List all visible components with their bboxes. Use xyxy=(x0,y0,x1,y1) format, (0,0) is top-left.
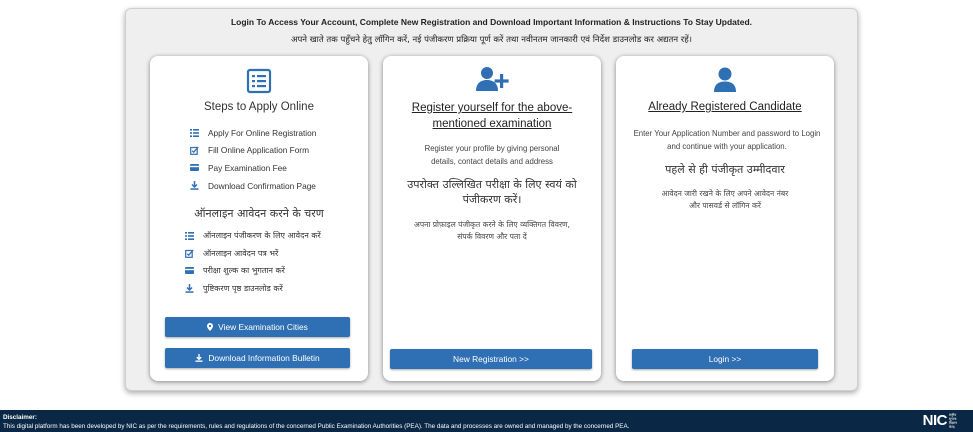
step-item xyxy=(190,177,316,195)
login-label: Login >> xyxy=(708,354,742,364)
step-label: परीक्षा शुल्क का भुगतान करें xyxy=(203,266,285,276)
footer xyxy=(0,410,973,432)
view-exam-cities-button[interactable] xyxy=(165,317,350,337)
user-plus-icon xyxy=(475,66,509,92)
register-title[interactable] xyxy=(383,101,601,132)
step-label: ऑनलाइन पंजीकरण के लिए आवेदन करें xyxy=(203,231,321,241)
download-bulletin-button[interactable] xyxy=(165,348,350,368)
edit-check-icon xyxy=(185,249,194,258)
edit-check-icon xyxy=(190,146,199,155)
login-title[interactable]: Already Registered Candidate xyxy=(648,101,802,113)
register-card xyxy=(383,56,601,381)
steps-title: Steps to Apply Online xyxy=(204,101,314,113)
register-desc-hindi: अपना प्रोफ़ाइल पंजीकृत करने के लिए व्यक्तिगत विवरण, संपर्क विवरण और पता दें xyxy=(414,220,570,241)
register-title-line2: mentioned examination xyxy=(432,117,552,130)
map-marker-icon xyxy=(207,323,213,331)
main-panel xyxy=(125,8,858,391)
header-english: Login To Access Your Account, Complete New Registration and Download Important Information & Instructions To Stay Updated. xyxy=(230,17,753,27)
disclaimer-label: Disclaimer: xyxy=(3,414,37,421)
register-title-hindi: उपरोक्त उल्लिखित परीक्षा के लिए स्वयं को पंजीकरण करें। xyxy=(407,178,577,206)
steps-title-hindi: ऑनलाइन आवेदन करने के चरण xyxy=(194,207,324,220)
user-icon xyxy=(714,67,736,93)
nic-logo-subtext: राष्ट्रीय सूचना विज्ञान केन्द्र xyxy=(949,412,957,429)
register-desc: Register your profile by giving personal details, contact details and address xyxy=(424,144,560,166)
nic-logo xyxy=(923,412,963,429)
step-item xyxy=(185,227,321,245)
disclaimer-text: This digital platform has been developed by NIC as per the requirements, rules and regulations of the concerned Public Examination Authorities (PEA). The data and processes are owned and managed by the concerned PEA. xyxy=(3,423,630,430)
header-hindi: अपने खाते तक पहुँचने हेतु लॉगिन करें, नई पंजीकरण प्रक्रिया पूर्ण करें तथा नवीनतम जानकारी एवं निर्देश डाउनलोड कर अद्यतन रहें। xyxy=(290,35,692,45)
step-item xyxy=(185,280,321,298)
steps-list-hi xyxy=(185,227,321,297)
view-exam-cities-label: View Examination Cities xyxy=(218,322,308,332)
step-label: Fill Online Application Form xyxy=(208,145,309,156)
step-label: Download Confirmation Page xyxy=(208,180,316,191)
register-title-line1: Register yourself for the above- xyxy=(411,102,573,114)
step-label: ऑनलाइन आवेदन पत्र भरें xyxy=(203,248,279,258)
login-desc: Enter Your Application Number and password to Login and continue with your application. xyxy=(633,129,821,151)
form-list-icon xyxy=(246,68,272,94)
download-icon xyxy=(185,284,194,293)
list-icon xyxy=(185,231,194,240)
login-title-hindi: पहले से ही पंजीकृत उम्मीदवार xyxy=(665,163,785,176)
login-desc-hindi: आवेदन जारी रखने के लिए अपने आवेदन नंबर और पासवर्ड से लॉगिन करें xyxy=(661,189,789,210)
step-label: Apply For Online Registration xyxy=(208,127,317,138)
download-icon xyxy=(190,181,199,190)
step-label: Pay Examination Fee xyxy=(208,162,287,173)
list-icon xyxy=(190,128,199,137)
new-registration-button[interactable] xyxy=(390,349,592,369)
step-item xyxy=(190,142,316,160)
new-registration-label: New Registration >> xyxy=(453,354,529,364)
steps-list-en xyxy=(190,124,316,194)
nic-logo-text: NIC xyxy=(922,412,947,429)
step-item xyxy=(190,159,316,177)
download-icon xyxy=(195,354,203,362)
step-item xyxy=(185,245,321,263)
card-icon xyxy=(190,163,199,172)
step-item xyxy=(185,262,321,280)
login-button[interactable] xyxy=(632,349,818,369)
card-icon xyxy=(185,266,194,275)
login-card xyxy=(616,56,834,381)
steps-card xyxy=(150,56,368,381)
download-bulletin-label: Download Information Bulletin xyxy=(208,353,320,363)
step-label: पुष्टिकरण पृष्ठ डाउनलोड करें xyxy=(203,284,283,294)
step-item xyxy=(190,124,316,142)
